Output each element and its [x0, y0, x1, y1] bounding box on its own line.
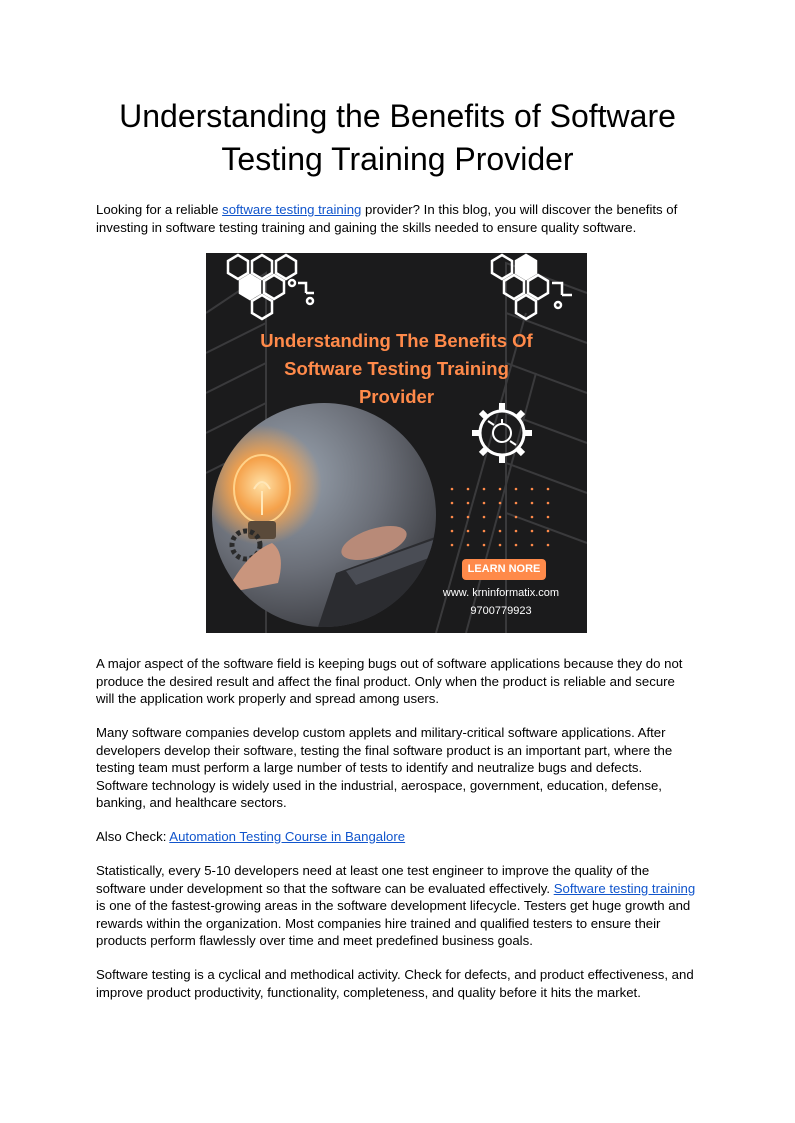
software-testing-training-link[interactable]: software testing training — [222, 202, 362, 217]
automation-testing-course-link[interactable]: Automation Testing Course in Bangalore — [169, 829, 406, 844]
banner-title-line-2: Software Testing Training — [284, 358, 509, 379]
p3-text-after: is one of the fastest-growing areas in the software development lifecycle. Testers get huge growth and rewards within the organization. Most companies hire trained and qualified testers to ensure their products perform flawlessly over time and meet predefined business goals. — [96, 898, 691, 949]
also-check-line — [96, 828, 696, 846]
paragraph-1: A major aspect of the software field is keeping bugs out of software applications because they do not produce the desired result and affect the final product. Only when the product is reliable and secure will the application work properly and spread among users. — [96, 656, 683, 707]
lightbulb-photo — [206, 393, 446, 633]
hexagon-cluster-left — [228, 255, 314, 319]
intro-text-after: provider? In this blog, you will discover the benefits of investing in software testing training and gaining the skills needed to ensure quality software. — [96, 202, 678, 235]
learn-more-button[interactable]: LEARN NORE — [462, 559, 546, 580]
paragraph-3 — [96, 862, 696, 950]
p3-text-before: Statistically, every 5-10 developers need at least one test engineer to improve the quality of the software under development so that the software can be evaluated effectively. — [96, 863, 650, 896]
paragraph-2: Many software companies develop custom applets and military-critical software applications. After developers develop their software, testing the final software product is an important part, where the testing team must perform a large number of tests to identify and neutralize bugs and defects. Software technology is widely used in the industrial, aerospace, government, education, defense, banking, and healthcare sectors. — [96, 725, 673, 811]
intro-paragraph — [96, 201, 696, 236]
banner-title-line-3: Provider — [358, 386, 435, 407]
gear-icon — [472, 403, 532, 463]
title-line-2: Testing Training Provider — [221, 141, 574, 177]
hexagon-cluster-right — [492, 255, 572, 319]
banner-title-line-1: Understanding The Benefits Of — [260, 330, 533, 351]
dot-grid-decoration — [451, 488, 550, 547]
software-testing-training-link-2[interactable]: Software testing training — [553, 880, 696, 896]
also-check-label: Also Check: — [96, 829, 170, 844]
banner-website: www. krninformatix.com — [442, 587, 560, 599]
banner-phone: 9700779923 — [470, 605, 532, 617]
banner-image — [206, 253, 587, 633]
intro-text-before: Looking for a reliable — [96, 202, 223, 217]
paragraph-4: Software testing is a cyclical and methodical activity. Check for defects, and product effectiveness, and improve product productivity, functionality, completeness, and quality before it hits the market. — [96, 967, 694, 1000]
page-title — [60, 95, 735, 181]
title-line-1: Understanding the Benefits of Software — [119, 98, 676, 134]
banner-title — [206, 327, 587, 411]
